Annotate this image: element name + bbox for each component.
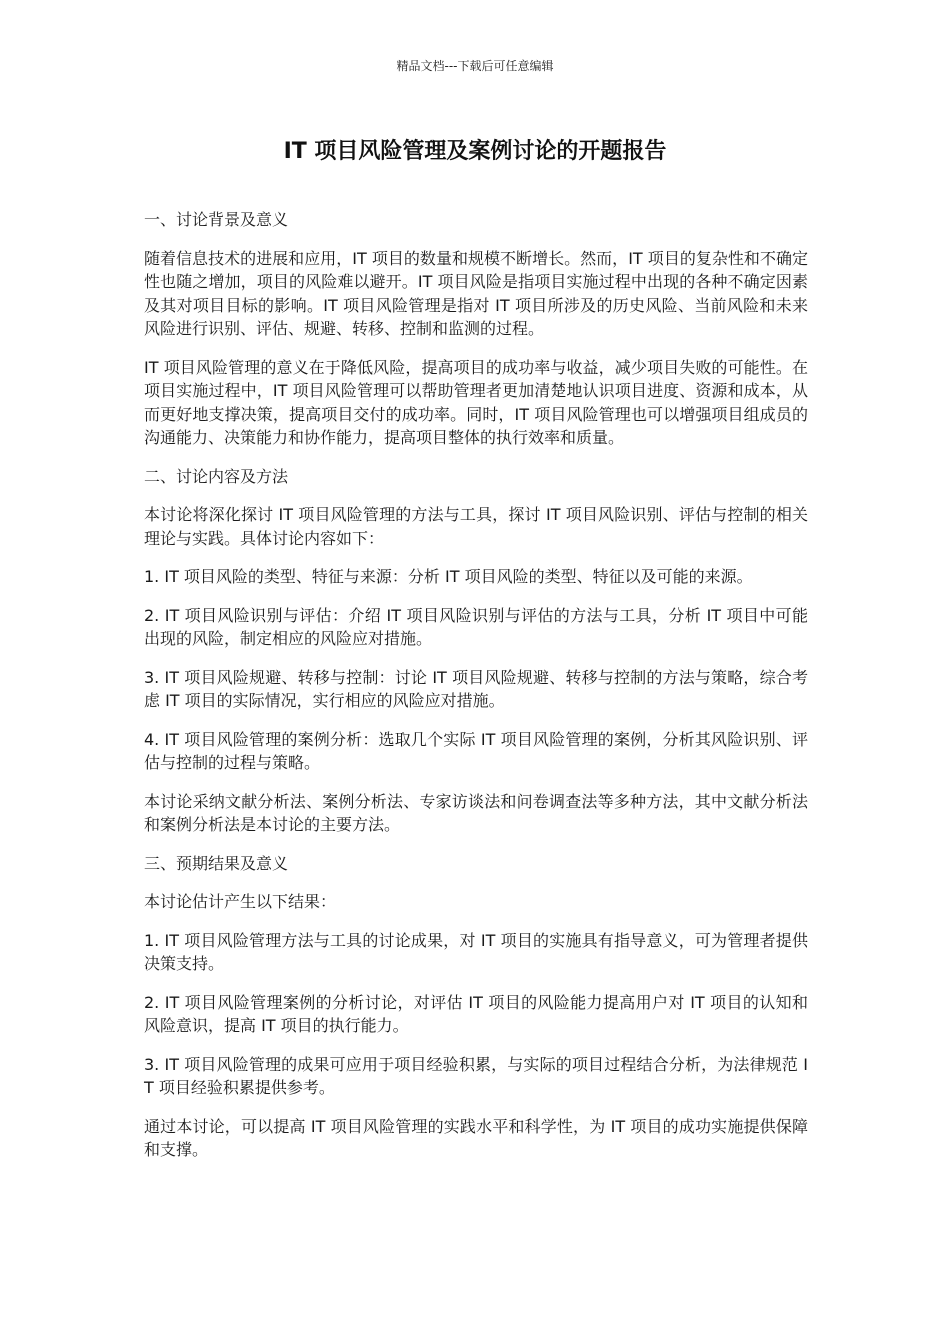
list-item: 4. IT 项目风险管理的案例分析：选取几个实际 IT 项目风险管理的案例，分析其风险识别、评估与控制的过程与策略。 [144, 729, 808, 772]
paragraph: 本讨论估计产生以下结果： [144, 892, 337, 911]
section-heading-background: 一、讨论背景及意义 [144, 210, 289, 229]
document-title: IT 项目风险管理及案例讨论的开题报告 [283, 139, 667, 164]
paragraph: IT 项目风险管理的意义在于降低风险，提高项目的成功率与收益，减少项目失败的可能性。在项目实施过程中，IT 项目风险管理可以帮助管理者更加清楚地认识项目进度、资源和成本，从而更好地支撑决策，提高项目交付的成功率。同时，IT 项目风险管理也可以增强项目组成员的沟通能力、决策能力和协作能力，提高项目整体的执行效率和质量。 [144, 357, 808, 447]
header-note: 精品文档---下载后可任意编辑 [396, 59, 554, 73]
list-item: 1. IT 项目风险的类型、特征与来源：分析 IT 项目风险的类型、特征以及可能的来源。 [144, 567, 753, 586]
list-item: 2. IT 项目风险识别与评估：介绍 IT 项目风险识别与评估的方法与工具，分析 IT 项目中可能出现的风险，制定相应的风险应对措施。 [144, 605, 808, 648]
paragraph: 本讨论采纳文献分析法、案例分析法、专家访谈法和问卷调查法等多种方法，其中文献分析法和案例分析法是本讨论的主要方法。 [144, 791, 808, 834]
list-item: 3. IT 项目风险管理的成果可应用于项目经验积累，与实际的项目过程结合分析，为法律规范 IT 项目经验积累提供参考。 [144, 1054, 808, 1097]
list-item: 2. IT 项目风险管理案例的分析讨论，对评估 IT 项目的风险能力提高用户对 IT 项目的认知和风险意识，提高 IT 项目的执行能力。 [144, 992, 808, 1035]
list-item: 3. IT 项目风险规避、转移与控制：讨论 IT 项目风险规避、转移与控制的方法与策略，综合考虑 IT 项目的实际情况，实行相应的风险应对措施。 [144, 667, 808, 710]
paragraph: 通过本讨论，可以提高 IT 项目风险管理的实践水平和科学性，为 IT 项目的成功实施提供保障和支撑。 [144, 1116, 808, 1159]
section-heading-expected-results: 三、预期结果及意义 [144, 853, 289, 873]
paragraph: 本讨论将深化探讨 IT 项目风险管理的方法与工具，探讨 IT 项目风险识别、评估与控制的相关理论与实践。具体讨论内容如下： [144, 505, 808, 548]
list-item: 1. IT 项目风险管理方法与工具的讨论成果，对 IT 项目的实施具有指导意义，可为管理者提供决策支持。 [144, 930, 808, 973]
paragraph: 随着信息技术的进展和应用，IT 项目的数量和规模不断增长。然而，IT 项目的复杂性和不确定性也随之增加，项目的风险难以避开。IT 项目风险是指项目实施过程中出现的各种不确定因素及其对项目目标的影响。IT 项目风险管理是指对 IT 项目所涉及的历史风险、当前风险和未来风险进行识别、评估、规避、转移、控制和监测的过程。 [144, 248, 808, 338]
section-heading-content-methods: 二、讨论内容及方法 [144, 466, 289, 486]
document-body [144, 208, 808, 1177]
